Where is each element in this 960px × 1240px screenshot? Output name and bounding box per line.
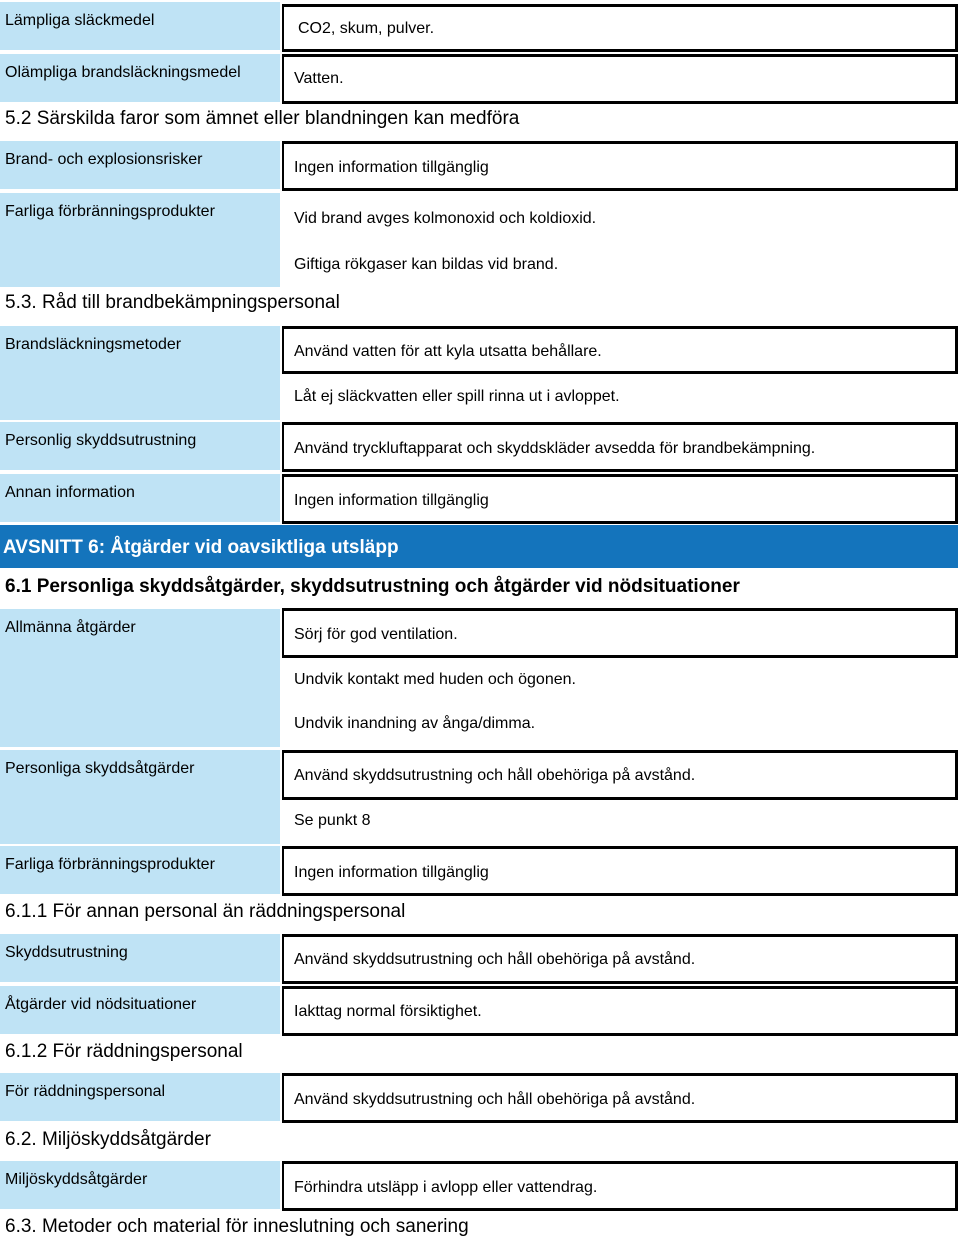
value-environmental-precautions: Förhindra utsläpp i avlopp eller vattendrag. [294,1179,598,1196]
value-extinguishing-methods-2: Låt ej släckvatten eller spill rinna ut i avloppet. [294,388,620,405]
label-fire-explosion-risks: Brand- och explosionsrisker [0,141,280,189]
value-protective-equipment: Använd skyddsutrustning och håll obehöriga på avstånd. [294,951,696,968]
section-heading-6-1-1: 6.1.1 För annan personal än räddningspersonal [5,901,406,922]
value-general-measures-3: Undvik inandning av ånga/dimma. [294,715,536,732]
value-unsuitable-extinguishing-media: Vatten. [294,70,344,87]
label-emergency-procedures: Åtgärder vid nödsituationer [0,986,280,1034]
label-general-measures: Allmänna åtgärder [0,609,280,747]
value-hazardous-combustion-products-2: Giftiga rökgaser kan bildas vid brand. [294,256,559,273]
label-personal-protective-equipment: Personlig skyddsutrustning [0,422,280,470]
section-heading-6-1-2: 6.1.2 För räddningspersonal [5,1041,243,1062]
section-heading-6-3: 6.3. Metoder och material för inneslutning och sanering [5,1216,469,1237]
section-heading-6-2: 6.2. Miljöskyddsåtgärder [5,1129,211,1150]
value-fire-explosion-risks: Ingen information tillgänglig [294,159,489,176]
value-personal-precautions-1: Använd skyddsutrustning och håll obehöriga på avstånd. [294,767,696,784]
value-general-measures-2: Undvik kontakt med huden och ögonen. [294,671,576,688]
label-personal-precautions: Personliga skyddsåtgärder [0,750,280,844]
section-heading-5-2: 5.2 Särskilda faror som ämnet eller blandningen kan medföra [5,108,520,129]
value-personal-precautions-2: Se punkt 8 [294,812,371,829]
label-environmental-precautions: Miljöskyddsåtgärder [0,1161,280,1209]
label-suitable-extinguishing-media: Lämpliga släckmedel [0,2,280,50]
value-hazardous-combustion-products-3: Ingen information tillgänglig [294,864,489,881]
value-extinguishing-methods-1: Använd vatten för att kyla utsatta behållare. [294,343,602,360]
label-for-emergency-responders: För räddningspersonal [0,1073,280,1121]
value-suitable-extinguishing-media: CO2, skum, pulver. [298,20,435,37]
value-other-information: Ingen information tillgänglig [294,492,489,509]
value-for-emergency-responders: Använd skyddsutrustning och håll obehöriga på avstånd. [294,1091,696,1108]
section-heading-6-1: 6.1 Personliga skyddsåtgärder, skyddsutrustning och åtgärder vid nödsituationer [5,576,740,597]
label-hazardous-combustion-products: Farliga förbränningsprodukter [0,193,280,287]
label-extinguishing-methods: Brandsläckningsmetoder [0,326,280,420]
section-heading-5-3: 5.3. Råd till brandbekämpningspersonal [5,292,340,313]
label-unsuitable-extinguishing-media: Olämpliga brandsläckningsmedel [0,54,280,102]
label-other-information: Annan information [0,474,280,522]
value-box [282,54,958,104]
value-general-measures-1: Sörj för god ventilation. [294,626,458,643]
label-hazardous-combustion-products-2: Farliga förbränningsprodukter [0,846,280,894]
value-hazardous-combustion-products-1: Vid brand avges kolmonoxid och koldioxid. [294,210,597,227]
value-emergency-procedures: Iakttag normal försiktighet. [294,1003,482,1020]
value-personal-protective-equipment: Använd tryckluftapparat och skyddskläder avsedda för brandbekämpning. [294,440,816,457]
section-6-title-bar: AVSNITT 6: Åtgärder vid oavsiktliga utsläpp [0,525,958,568]
label-protective-equipment: Skyddsutrustning [0,934,280,982]
